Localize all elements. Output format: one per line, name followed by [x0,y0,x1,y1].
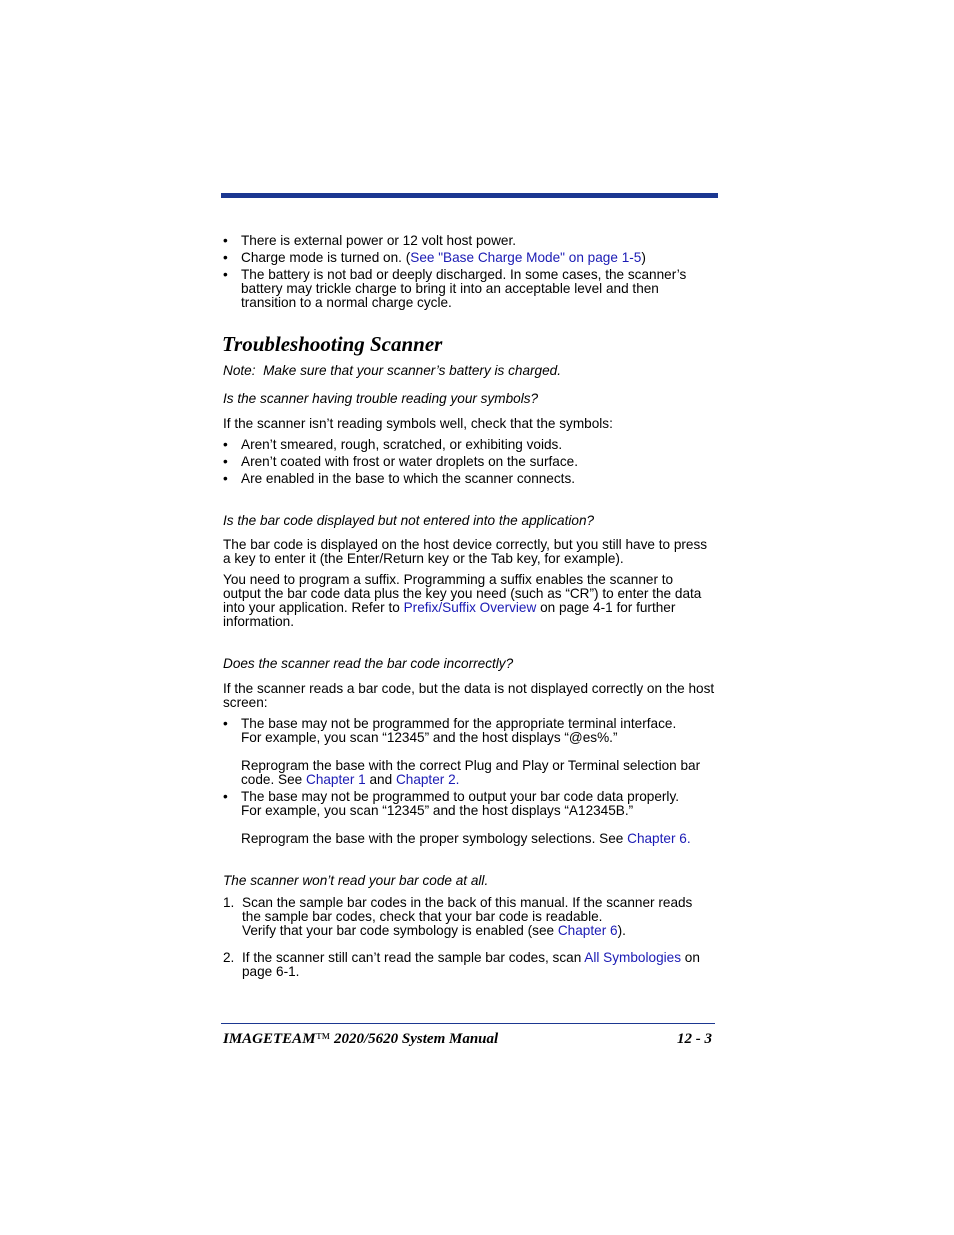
step-line [242,951,720,965]
header-rule [221,193,718,198]
question-heading: Is the bar code displayed but not entered into the application? [223,513,595,528]
prefix-suffix-overview-link[interactable]: Prefix/Suffix Overview [403,600,537,615]
footer-rule [221,1023,715,1024]
paragraph-line: The bar code is displayed on the host device correctly, but you still have to press [223,537,708,552]
step-number: 1. [223,895,235,910]
chapter-1-link[interactable]: Chapter 1 [306,772,366,787]
step-line: page 6-1. [242,964,300,979]
bullet-marker: • [223,454,228,469]
list-item-fix [241,759,719,787]
list-item-line: For example, you scan “12345” and the host displays “@es%.” [241,730,618,745]
list-item-text: Charge mode is turned on. ( [241,250,411,265]
step-line [242,924,720,938]
step-text: If the scanner still can’t read the sample bar codes, scan [242,950,585,965]
paragraph-line: screen: [223,695,268,710]
bullet-marker: • [223,471,228,486]
list-item-line: The battery is not bad or deeply discharged. In some cases, the scanner’s [241,267,687,282]
paragraph [223,573,719,629]
step-line: the sample bar codes, check that your bar code is readable. [242,909,603,924]
paragraph-line: a key to enter it (the Enter/Return key or the Tab key, for example). [223,551,624,566]
list-item [241,234,719,248]
list-item-line: The base may not be programmed to output your bar code data properly. [241,789,680,804]
list-item: Aren’t smeared, rough, scratched, or exhibiting voids. [241,437,563,452]
bullet-marker: • [223,250,228,265]
trademark-symbol: ™ [315,1031,331,1047]
note [223,364,561,378]
list-item-text: and [365,772,396,787]
paragraph-line [223,601,719,615]
list-item [241,251,719,265]
numbered-step [242,896,720,938]
note-text: Make sure that your scanner’s battery is charged. [263,363,562,378]
chapter-6-link[interactable]: Chapter 6 [627,831,687,846]
list-item-text: . [455,772,460,787]
paragraph-line: If the scanner reads a bar code, but the data is not displayed correctly on the host [223,681,715,696]
footer-title-text: 2020/5620 System Manual [330,1031,499,1047]
list-item-text: . [686,831,691,846]
list-item-fix [241,832,719,846]
paragraph-line: output the bar code data plus the key you need (such as “CR”) to enter the data [223,586,702,601]
question-heading: Is the scanner having trouble reading your symbols? [223,391,539,406]
paragraph: If the scanner isn’t reading symbols well, check that the symbols: [223,416,613,431]
bullet-marker: • [223,233,228,248]
question-heading: Does the scanner read the bar code incorrectly? [223,656,514,671]
step-text: ). [617,923,626,938]
list-item [241,717,719,745]
paragraph-line: You need to program a suffix. Programming a suffix enables the scanner to [223,572,674,587]
paragraph-text: on page 4-1 for further [536,600,676,615]
list-item-text: Reprogram the base with the proper symbology selections. See [241,831,628,846]
paragraph-text: into your application. Refer to [223,600,404,615]
base-charge-mode-link[interactable]: See "Base Charge Mode" on page 1-5 [410,250,642,265]
list-item: Are enabled in the base to which the scanner connects. [241,471,576,486]
step-number: 2. [223,950,235,965]
list-item-text: There is external power or 12 volt host power. [241,233,517,248]
chapter-6-link[interactable]: Chapter 6 [557,923,618,938]
note-label: Note: [223,363,256,378]
list-item [241,790,719,818]
list-item [241,268,719,310]
list-item-text: ) [641,250,646,265]
footer-title-text: IMAGETEAM [223,1031,316,1047]
paragraph-line: information. [223,614,295,629]
footer-page-number: 12 - 3 [677,1031,712,1047]
question-heading: The scanner won’t read your bar code at all. [223,873,489,888]
numbered-step [242,951,720,979]
chapter-2-link[interactable]: Chapter 2 [395,772,456,787]
section-title: Troubleshooting Scanner [222,332,443,356]
bullet-marker: • [223,437,228,452]
list-item-line [241,773,719,787]
step-line: Scan the sample bar codes in the back of this manual. If the scanner reads [242,895,693,910]
list-item-line: battery may trickle charge to bring it into an acceptable level and then [241,281,659,296]
all-symbologies-link[interactable]: All Symbologies [584,950,682,965]
step-text: Verify that your bar code symbology is enabled (see [242,923,558,938]
paragraph [223,682,719,710]
list-item-line: Reprogram the base with the correct Plug and Play or Terminal selection bar [241,758,701,773]
paragraph [223,538,719,566]
step-text: on [681,950,700,965]
bullet-marker: • [223,789,228,804]
bullet-marker: • [223,716,228,731]
list-item-text: code. See [241,772,306,787]
list-item-line: transition to a normal charge cycle. [241,295,452,310]
list-item-line: For example, you scan “12345” and the host displays “A12345B.” [241,803,634,818]
bullet-marker: • [223,267,228,282]
list-item: Aren’t coated with frost or water droplets on the surface. [241,454,578,469]
footer-manual-title [223,1030,498,1048]
list-item-line: The base may not be programmed for the appropriate terminal interface. [241,716,677,731]
